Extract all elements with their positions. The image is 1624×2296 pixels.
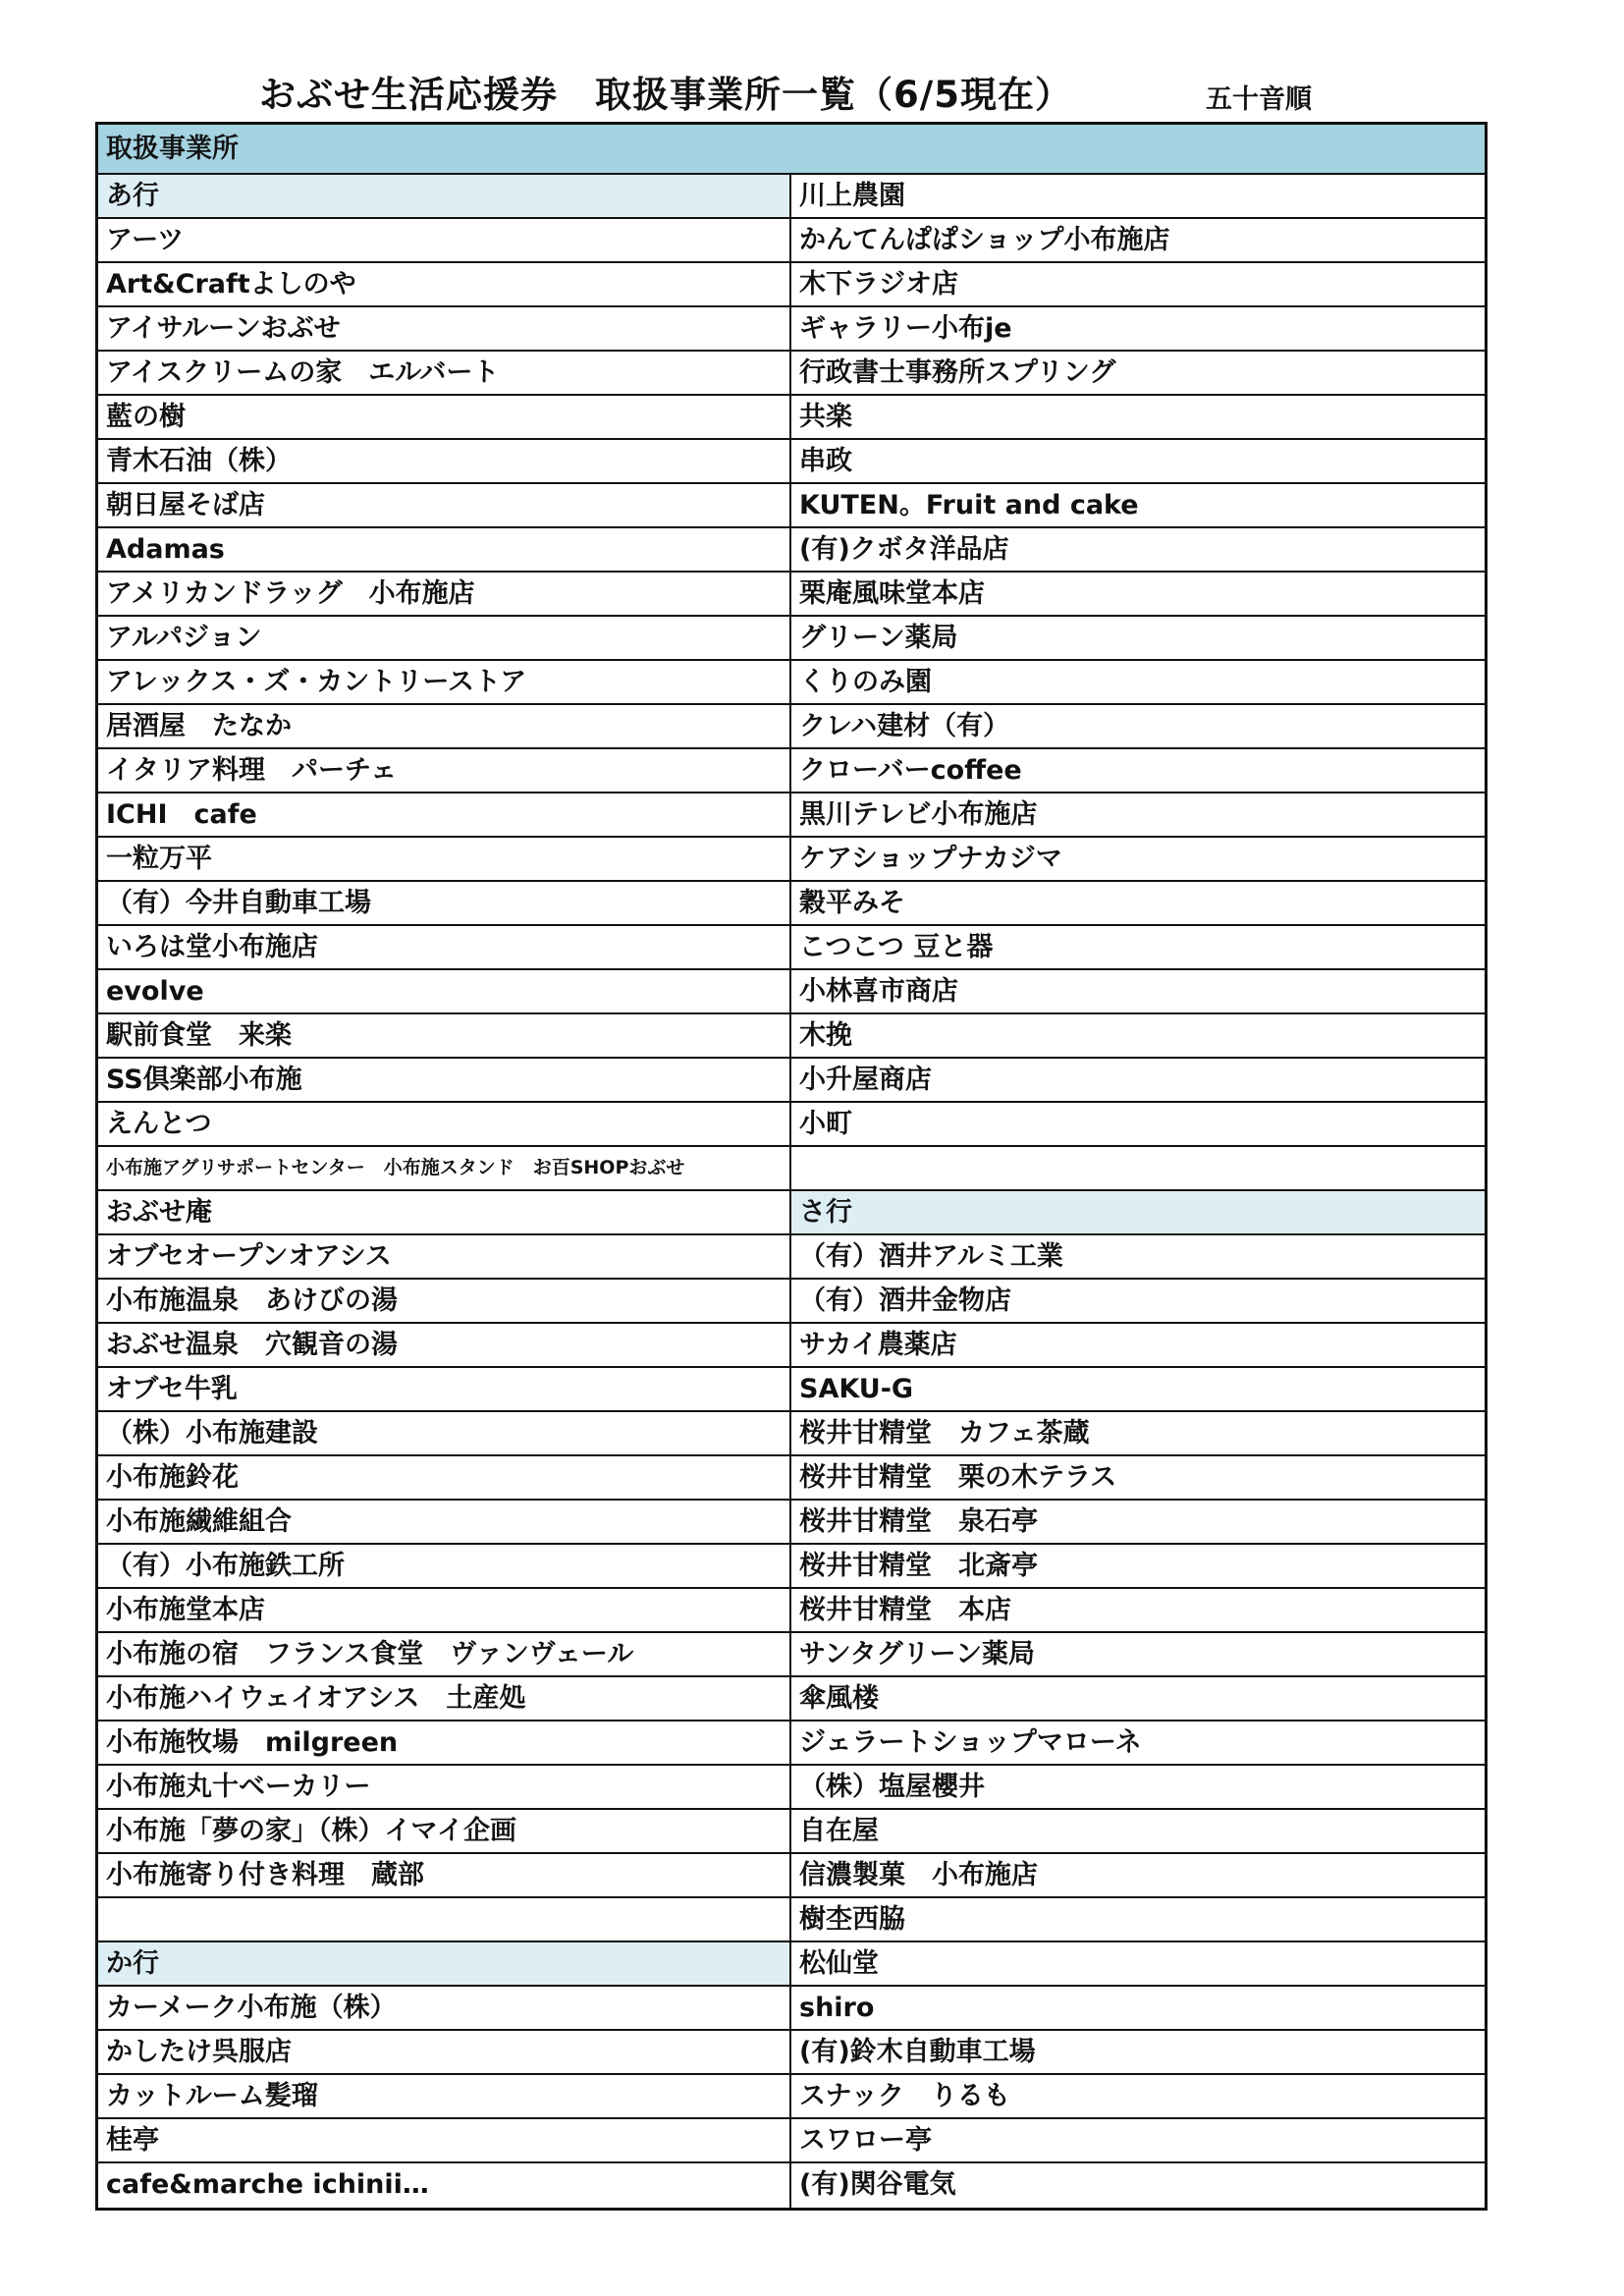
business-entry: SS倶楽部小布施	[98, 1059, 789, 1103]
business-entry: ケアショップナカジマ	[791, 838, 1485, 882]
business-entry: アイサルーンおぶせ	[98, 307, 789, 352]
business-entry: 穀平みそ	[791, 882, 1485, 926]
business-entry: オブセ牛乳	[98, 1368, 789, 1412]
business-entry: ICHI cafe	[98, 793, 789, 838]
business-entry: 信濃製菓 小布施店	[791, 1854, 1485, 1898]
business-entry: 小布施アグリサポートセンター 小布施スタンド お百SHOPおぶせ	[98, 1147, 789, 1191]
business-entry: 青木石油（株）	[98, 440, 789, 484]
business-entry: 居酒屋 たなか	[98, 705, 789, 749]
business-entry: グリーン薬局	[791, 617, 1485, 661]
business-entry: 小布施繊維組合	[98, 1501, 789, 1545]
business-entry: かしたけ呉服店	[98, 2031, 789, 2075]
business-entry: 小布施牧場 milgreen	[98, 1722, 789, 1766]
business-table	[95, 122, 1488, 2211]
business-entry: ギャラリー小布je	[791, 307, 1485, 352]
business-entry: 栗庵風味堂本店	[791, 573, 1485, 617]
business-entry: 小布施鈴花	[98, 1456, 789, 1501]
business-entry: （株）小布施建設	[98, 1412, 789, 1456]
section-header: さ行	[791, 1191, 1485, 1235]
table-header: 取扱事業所	[98, 125, 1485, 175]
business-entry: 松仙堂	[791, 1942, 1485, 1987]
business-entry: 朝日屋そば店	[98, 484, 789, 528]
business-entry: スナック りるも	[791, 2075, 1485, 2119]
business-entry: サカイ農薬店	[791, 1324, 1485, 1368]
business-entry: 駅前食堂 来楽	[98, 1014, 789, 1059]
business-entry: かんてんぱぱショップ小布施店	[791, 219, 1485, 263]
business-entry: 小布施ハイウェイオアシス 土産処	[98, 1677, 789, 1722]
business-entry: shiro	[791, 1987, 1485, 2031]
business-entry: 木挽	[791, 1014, 1485, 1059]
right-column	[791, 175, 1485, 2208]
business-entry: 桜井甘精堂 本店	[791, 1589, 1485, 1633]
business-entry: 桜井甘精堂 カフェ茶蔵	[791, 1412, 1485, 1456]
business-entry: おぶせ温泉 穴観音の湯	[98, 1324, 789, 1368]
business-entry: くりのみ園	[791, 661, 1485, 705]
business-entry: 行政書士事務所スプリング	[791, 352, 1485, 396]
business-entry: 傘風楼	[791, 1677, 1485, 1722]
empty-cell	[791, 1147, 1485, 1191]
business-entry: こつこつ 豆と器	[791, 926, 1485, 970]
business-entry: evolve	[98, 970, 789, 1014]
business-entry: ジェラートショップマローネ	[791, 1722, 1485, 1766]
business-entry: 小布施温泉 あけびの湯	[98, 1280, 789, 1324]
left-column	[98, 175, 791, 2208]
business-entry: 桂亭	[98, 2119, 789, 2163]
business-entry: （有）小布施鉄工所	[98, 1545, 789, 1589]
business-entry: Adamas	[98, 528, 789, 573]
business-entry: 桜井甘精堂 泉石亭	[791, 1501, 1485, 1545]
business-entry: 小布施「夢の家」（株）イマイ企画	[98, 1810, 789, 1854]
business-entry: 一粒万平	[98, 838, 789, 882]
business-entry: いろは堂小布施店	[98, 926, 789, 970]
business-entry: クレハ建材（有）	[791, 705, 1485, 749]
business-entry: 小林喜市商店	[791, 970, 1485, 1014]
business-entry: (有)鈴木自動車工場	[791, 2031, 1485, 2075]
business-entry: オブセオープンオアシス	[98, 1235, 789, 1280]
business-entry: 小布施堂本店	[98, 1589, 789, 1633]
business-entry: カットルーム髪瑠	[98, 2075, 789, 2119]
business-entry: えんとつ	[98, 1103, 789, 1147]
business-entry: 自在屋	[791, 1810, 1485, 1854]
business-entry: （有）今井自動車工場	[98, 882, 789, 926]
section-header: か行	[98, 1942, 789, 1987]
business-entry: サンタグリーン薬局	[791, 1633, 1485, 1677]
business-entry: 桜井甘精堂 北斎亭	[791, 1545, 1485, 1589]
business-entry: （有）酒井アルミ工業	[791, 1235, 1485, 1280]
page-title: おぶせ生活応援券 取扱事業所一覧（6/5現在）	[259, 74, 1073, 116]
business-entry: KUTEN。Fruit and cake	[791, 484, 1485, 528]
business-entry: 木下ラジオ店	[791, 263, 1485, 307]
empty-cell	[98, 1898, 789, 1942]
business-entry: 小升屋商店	[791, 1059, 1485, 1103]
business-entry: 川上農園	[791, 175, 1485, 219]
business-entry: (有)クボタ洋品店	[791, 528, 1485, 573]
business-entry: 小町	[791, 1103, 1485, 1147]
business-entry: 共楽	[791, 396, 1485, 440]
business-entry: Art&Craftよしのや	[98, 263, 789, 307]
business-entry: 樹杢西脇	[791, 1898, 1485, 1942]
business-entry: クローバーcoffee	[791, 749, 1485, 793]
business-entry: アレックス・ズ・カントリーストア	[98, 661, 789, 705]
business-entry: スワロー亭	[791, 2119, 1485, 2163]
business-entry: アーツ	[98, 219, 789, 263]
business-entry: アイスクリームの家 エルバート	[98, 352, 789, 396]
business-entry: （有）酒井金物店	[791, 1280, 1485, 1324]
business-entry: 小布施寄り付き料理 蔵部	[98, 1854, 789, 1898]
business-entry: 小布施丸十ベーカリー	[98, 1766, 789, 1810]
sort-order-label: 五十音順	[1206, 84, 1312, 115]
business-entry: アメリカンドラッグ 小布施店	[98, 573, 789, 617]
section-header: あ行	[98, 175, 789, 219]
business-entry: おぶせ庵	[98, 1191, 789, 1235]
business-entry: 黒川テレビ小布施店	[791, 793, 1485, 838]
business-entry: カーメーク小布施（株）	[98, 1987, 789, 2031]
business-entry: イタリア料理 パーチェ	[98, 749, 789, 793]
business-entry: 桜井甘精堂 栗の木テラス	[791, 1456, 1485, 1501]
business-entry: 串政	[791, 440, 1485, 484]
business-entry: SAKU-G	[791, 1368, 1485, 1412]
business-entry: 藍の樹	[98, 396, 789, 440]
business-entry: cafe&marche ichinii…	[106, 2169, 429, 2200]
business-entry: 小布施の宿 フランス食堂 ヴァンヴェール	[98, 1633, 789, 1677]
page-heading	[0, 65, 1624, 124]
business-entry: アルパジョン	[98, 617, 789, 661]
business-entry: （株）塩屋櫻井	[791, 1766, 1485, 1810]
business-entry: (有)関谷電気	[799, 2169, 956, 2200]
